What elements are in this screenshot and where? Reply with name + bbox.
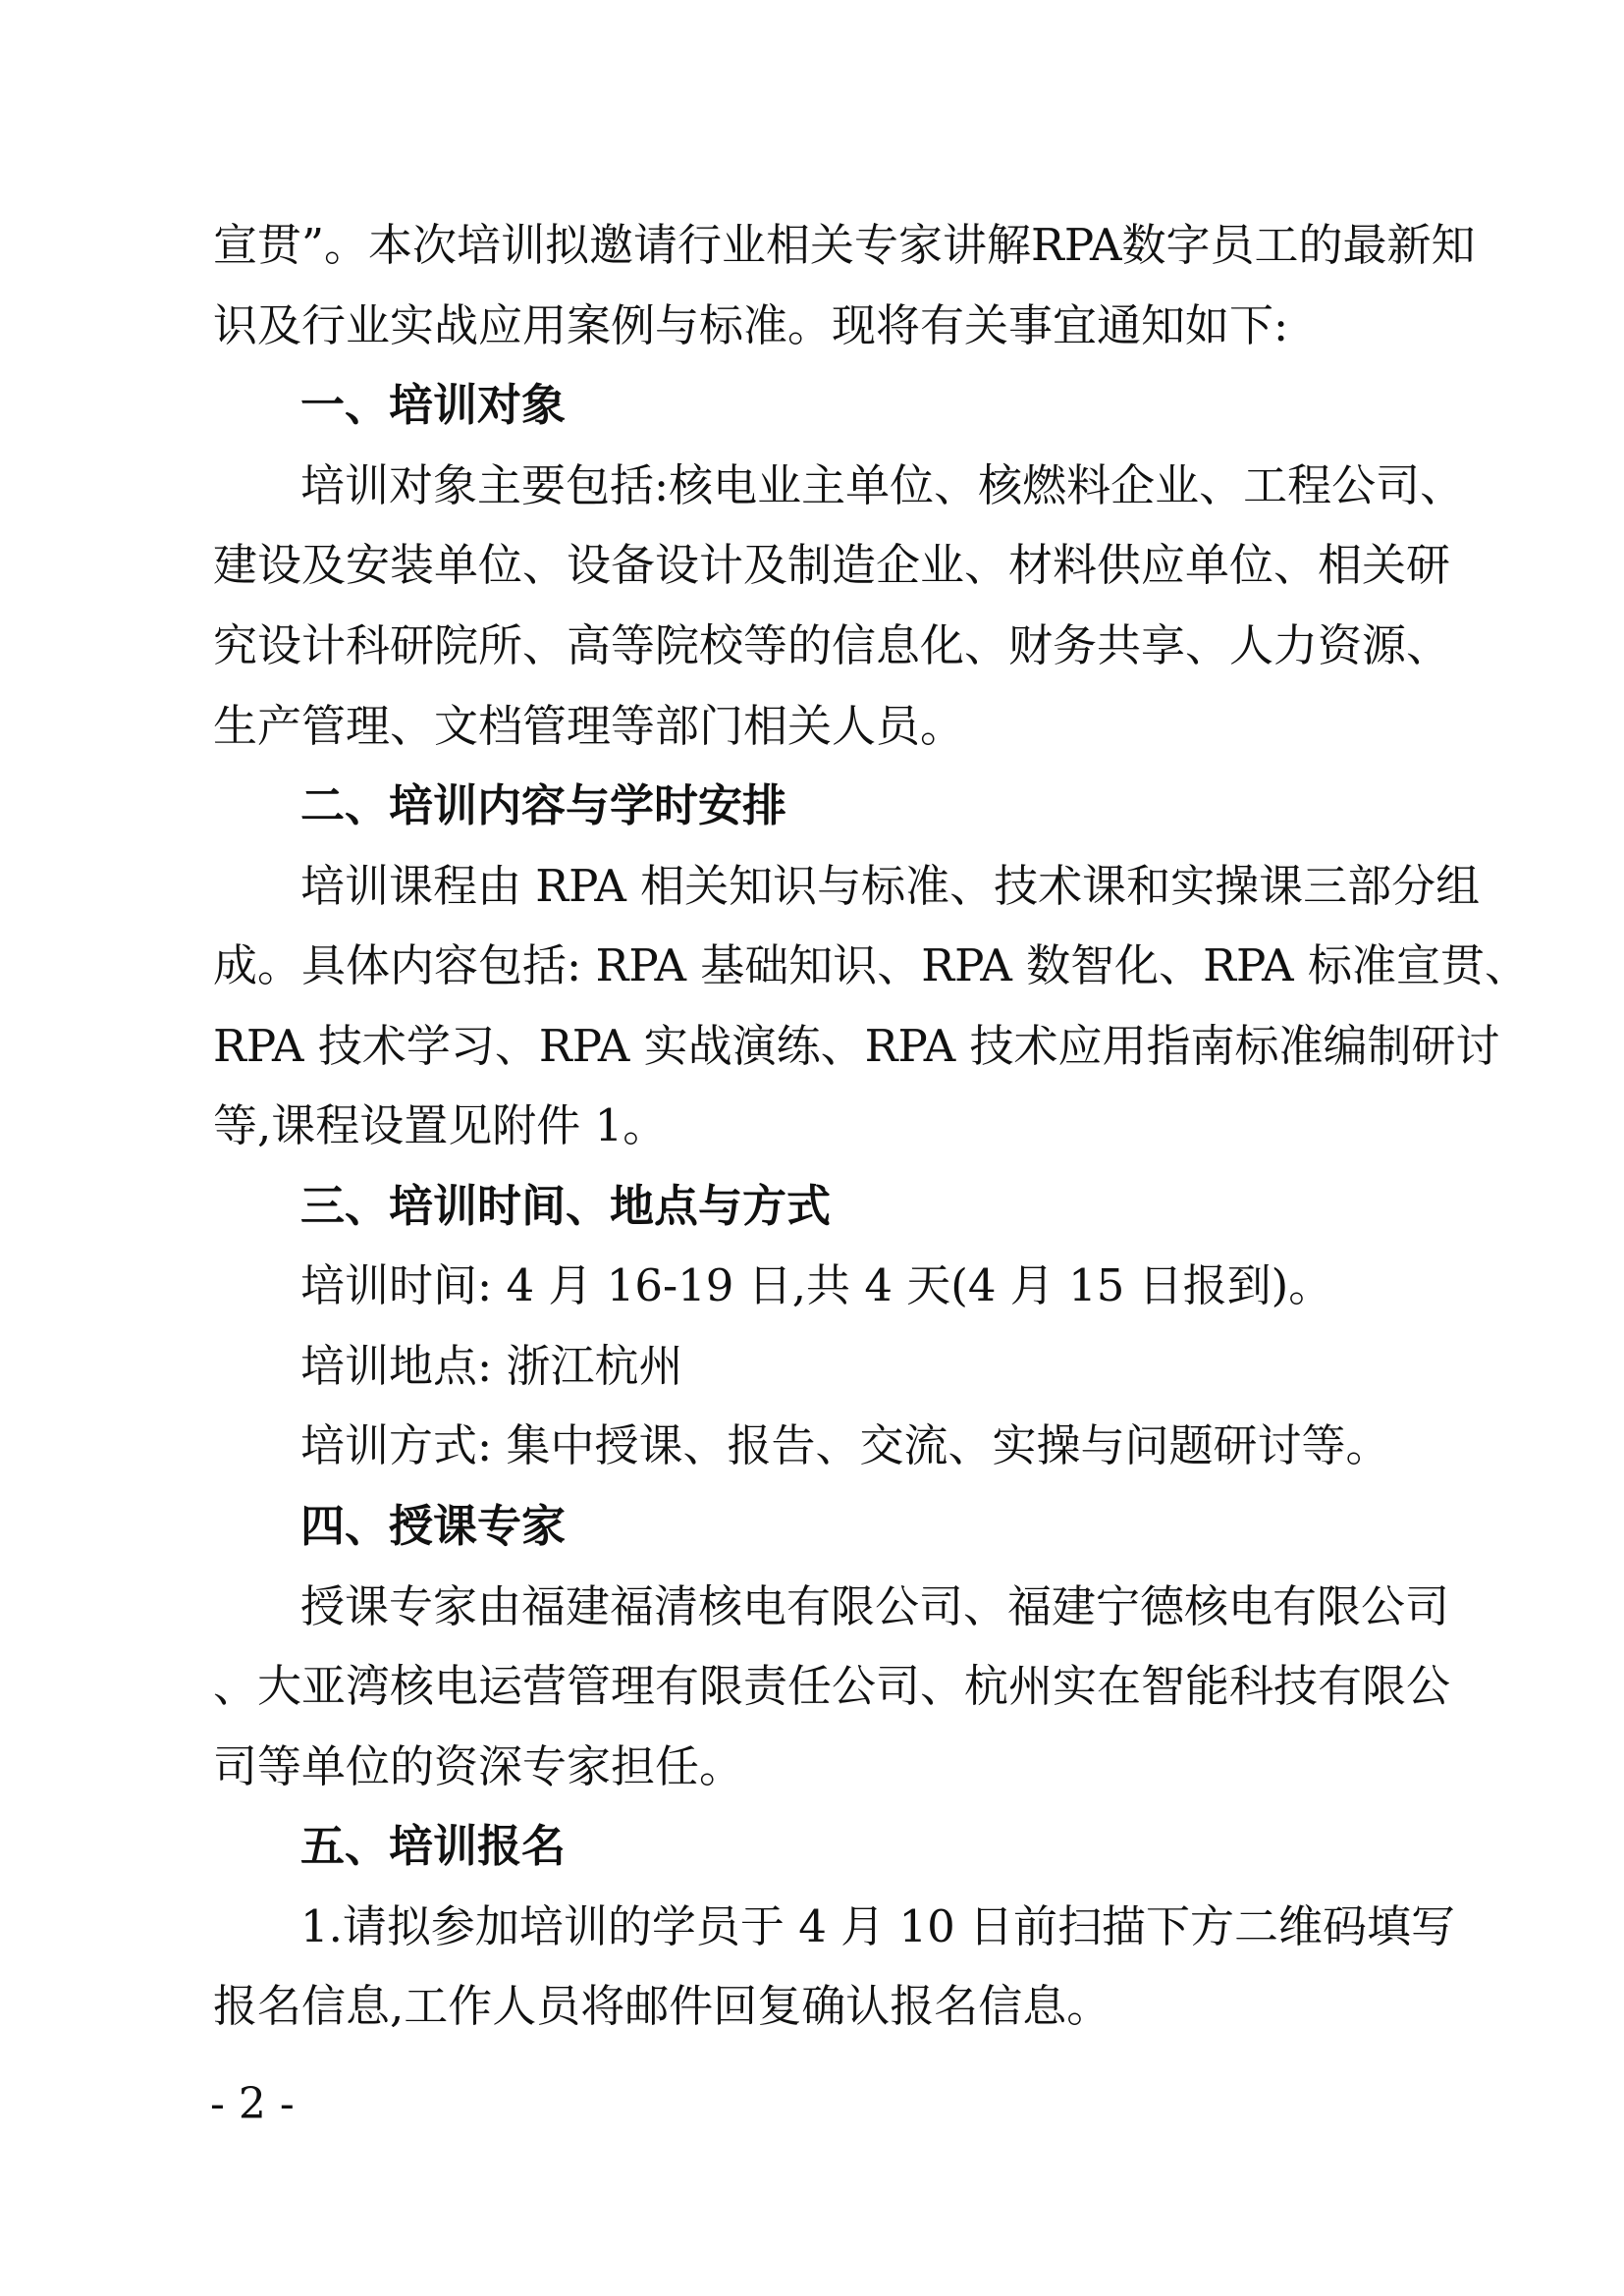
body-line: 培训时间: 4 月 16-19 日,共 4 天(4 月 15 日报到)。 [300,1259,1333,1311]
section-heading: 三、培训时间、地点与方式 [300,1180,832,1232]
body-line: 授课专家由福建福清核电有限公司、福建宁德核电有限公司 [300,1580,1450,1632]
body-line: 等,课程设置见附件 1。 [213,1099,668,1151]
section-heading: 二、培训内容与学时安排 [300,779,787,831]
body-line: 培训对象主要包括:核电业主单位、核燃料企业、工程公司、 [300,459,1465,511]
section-heading: 四、授课专家 [300,1500,567,1552]
body-line: RPA 技术学习、RPA 实战演练、RPA 技术应用指南标准编制研讨 [213,1020,1500,1072]
body-line: 生产管理、文档管理等部门相关人员。 [213,700,965,752]
page-number: - 2 - [210,2079,295,2129]
body-line: 司等单位的资深专家担任。 [213,1740,744,1792]
body-line: 建设及安装单位、设备设计及制造企业、材料供应单位、相关研 [213,539,1451,591]
body-line: 1.请拟参加培训的学员于 4 月 10 日前扫描下方二维码填写 [300,1900,1456,1952]
body-line: 宣贯”。本次培训拟邀请行业相关专家讲解RPA数字员工的最新知 [213,219,1476,271]
body-line: 培训课程由 RPA 相关知识与标准、技术课和实操课三部分组 [300,860,1481,912]
body-line: 报名信息,工作人员将邮件回复确认报名信息。 [213,1980,1111,2032]
section-heading: 一、培训对象 [300,379,567,431]
body-line: 培训地点: 浙江杭州 [300,1340,683,1392]
body-line: 成。具体内容包括: RPA 基础知识、RPA 数智化、RPA 标准宣贯、 [213,939,1529,991]
section-heading: 五、培训报名 [300,1820,567,1872]
body-line: 究设计科研院所、高等院校等的信息化、财务共享、人力资源、 [213,619,1451,671]
body-line: 培训方式: 集中授课、报告、交流、实操与问题研讨等。 [300,1419,1390,1471]
body-line: 、大亚湾核电运营管理有限责任公司、杭州实在智能科技有限公 [213,1660,1451,1712]
body-line: 识及行业实战应用案例与标准。现将有关事宜通知如下: [213,299,1289,351]
